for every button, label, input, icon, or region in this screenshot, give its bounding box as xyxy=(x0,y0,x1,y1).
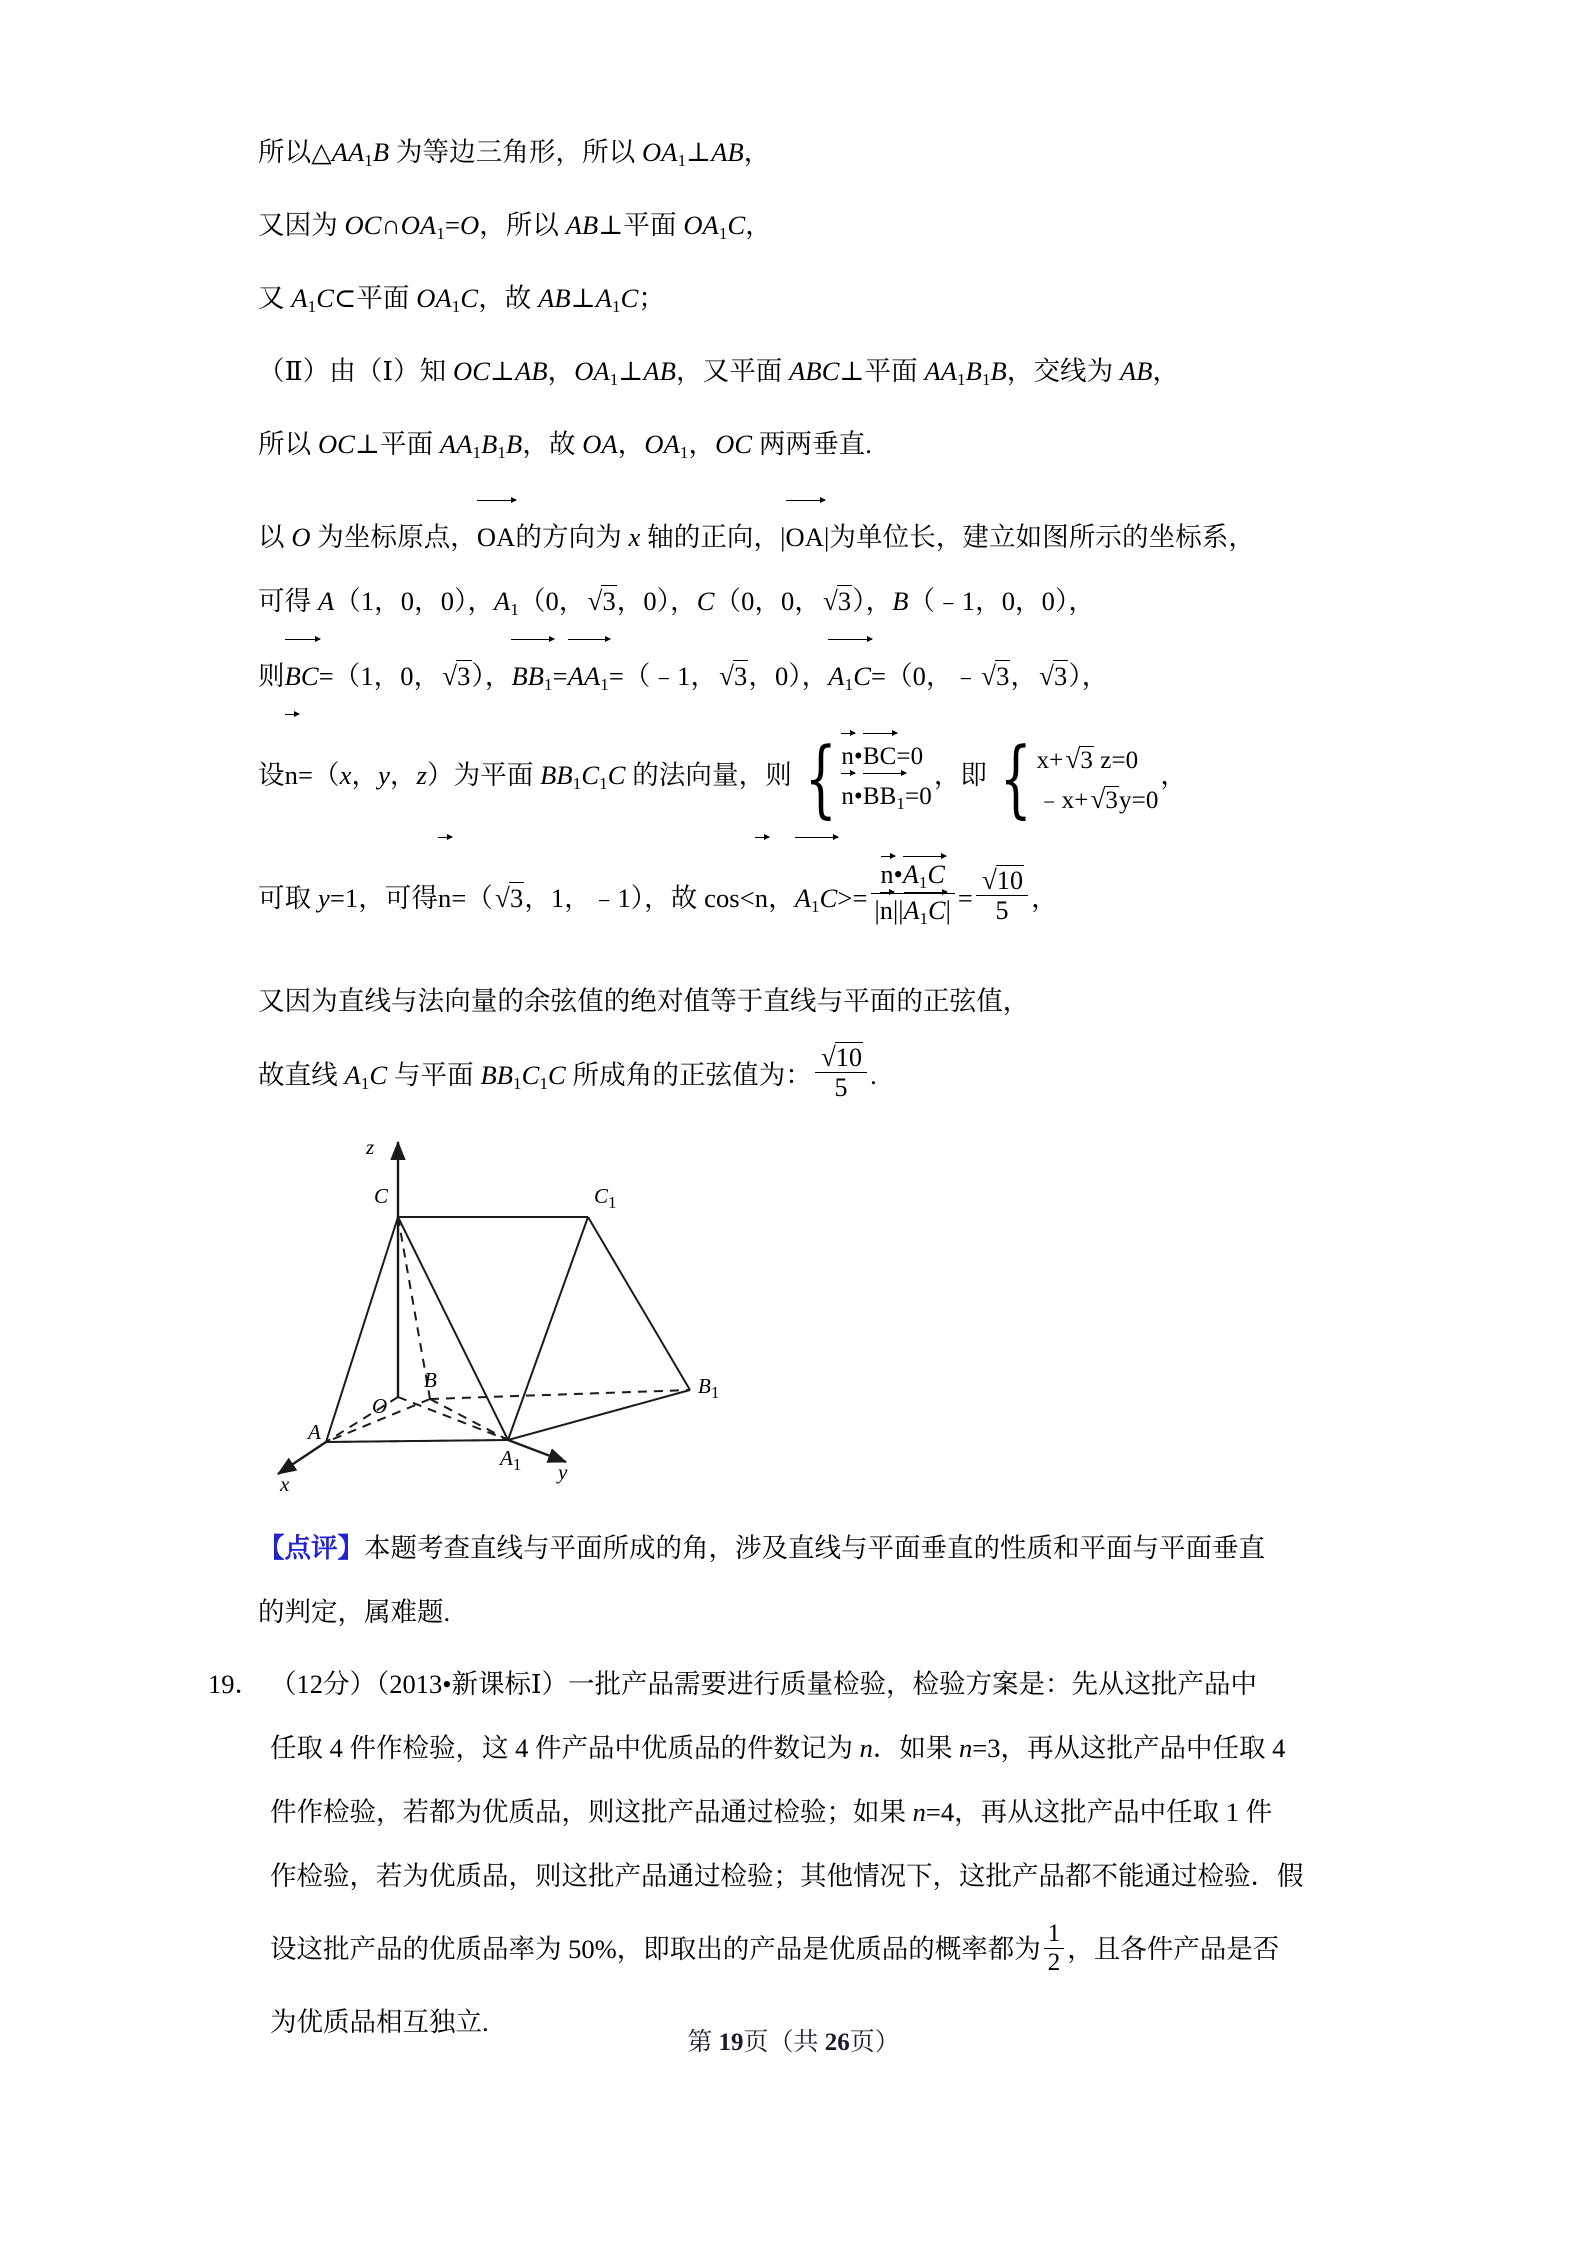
math-var: A xyxy=(317,586,335,616)
total-page-count: 26 xyxy=(824,2029,850,2056)
coordinate: （﹣1，0，0） xyxy=(908,586,1069,616)
coordinate: （1，0，0） xyxy=(334,586,468,616)
math-var: O xyxy=(459,210,480,240)
vector-A1C: A1C xyxy=(903,896,946,929)
vector-n: n xyxy=(755,840,768,954)
text: （Ⅱ）由（Ⅰ）知 xyxy=(258,356,454,386)
vector-n: n xyxy=(841,776,854,816)
math-var: B xyxy=(965,356,982,386)
math-var: AB xyxy=(643,356,676,386)
sqrt-3: √3 xyxy=(1065,743,1093,774)
subscript: 1 xyxy=(472,443,482,462)
perp-symbol: ⊥ xyxy=(598,210,624,240)
vector-OA: OA xyxy=(477,503,515,569)
solution-line-12: 故直线 A1C 与平面 BB1C1C 所成角的正弦值为： $\frac{√10}{5}$ . xyxy=(258,1041,877,1103)
vector-BB1: $BB_1$ xyxy=(863,776,905,823)
prism-coordinate-diagram xyxy=(258,1122,878,1522)
math-var: C xyxy=(316,283,335,313)
math-var: C xyxy=(696,586,715,616)
math-var: OA xyxy=(683,210,719,240)
cosine-fraction: $\frac{n•A1C}{|n||A1C|}$ xyxy=(871,859,955,928)
problem-line-4: 作检验，若为优质品，则这批产品通过检验；其他情况下，这批产品都不能通过检验．假 xyxy=(270,1861,1304,1891)
math-var: OA xyxy=(400,210,437,240)
sqrt-3: √3 xyxy=(823,586,852,616)
text: ，故 xyxy=(478,283,539,313)
text: 又因为 xyxy=(258,210,345,240)
solution-line-5 xyxy=(258,412,1368,485)
math-var: n xyxy=(912,1797,926,1827)
sqrt-10: √10 xyxy=(820,1041,863,1072)
math-var: OC xyxy=(344,210,382,240)
text: 轴的正向，| xyxy=(640,522,786,552)
edge-B1-A1 xyxy=(508,1390,690,1440)
math-var: OA xyxy=(574,356,610,386)
text: 的方向为 xyxy=(515,522,629,552)
math-var: B xyxy=(990,356,1007,386)
math-var: C xyxy=(607,760,626,790)
vector-n: n xyxy=(438,840,451,954)
edge-C1-B1 xyxy=(588,1217,690,1390)
text: 可取 xyxy=(258,883,318,913)
subscript: 1 xyxy=(677,151,687,170)
perp-symbol: ⊥ xyxy=(570,283,596,313)
edge-O-A xyxy=(326,1397,398,1442)
text: 所以△ xyxy=(258,137,332,167)
math-var: x xyxy=(339,760,352,790)
math-var: AA xyxy=(439,429,473,459)
math-var: O xyxy=(291,522,311,552)
perp-symbol: ⊥ xyxy=(354,429,380,459)
subscript: 1 xyxy=(307,297,317,316)
probability-fraction: $\frac{1}{2}$ xyxy=(1044,1921,1065,1977)
subscript: 1 xyxy=(679,443,689,462)
solution-line-2 xyxy=(258,193,1368,266)
math-var: AB xyxy=(538,283,571,313)
math-var: AA xyxy=(924,356,958,386)
problem-line-3: 件作检验，若都为优质品，则这批产品通过检验；如果 n=4，再从这批产品中任取 1 件 xyxy=(270,1797,1273,1827)
sqrt-10: √10 xyxy=(981,864,1024,895)
problem-line-2: 任取 4 件作检验，这 4 件产品中优质品的件数记为 n．如果 n=3，再从这批产品中任取 4 xyxy=(270,1733,1286,1763)
problem-line-5: 设这批产品的优质品率为 50%，即取出的产品是优质品的概率都为 $\frac{1}{2}$ ，且各件产品是否 xyxy=(270,1919,1280,1976)
subscript: 1 xyxy=(436,224,445,243)
intersect-symbol: ∩ xyxy=(381,210,401,240)
source-label: （2013•新课标Ⅰ） xyxy=(376,1669,568,1699)
text: 平面 xyxy=(864,356,925,386)
text: ， xyxy=(688,429,716,459)
text: ， xyxy=(743,137,771,167)
vector-n: n xyxy=(879,896,893,926)
text: 可得 xyxy=(258,586,318,616)
math-var: C xyxy=(548,1060,566,1090)
subset-symbol: ⊂ xyxy=(334,283,357,313)
coordinate: （0， xyxy=(518,586,586,616)
math-var: BB xyxy=(480,1060,514,1090)
text: 为等边三角形，所以 xyxy=(389,137,643,167)
vector-BB1: BB1 xyxy=(511,642,552,717)
edge-O-A1 xyxy=(398,1397,508,1440)
edge-C1-A1 xyxy=(508,1217,588,1440)
origin-label-O: O xyxy=(372,1394,388,1418)
problem-19 xyxy=(208,1652,1368,2054)
vertex-label-B1: $B_1$ xyxy=(698,1374,720,1402)
comment-tag: 【点评】 xyxy=(258,1533,364,1563)
math-var: AB xyxy=(565,210,599,240)
text: 为坐标原点， xyxy=(310,522,477,552)
subscript: 1 xyxy=(957,370,966,389)
text: ； xyxy=(638,283,666,313)
math-var: AB xyxy=(1119,356,1153,386)
problem-line-1: （12分）（2013•新课标Ⅰ）一批产品需要进行质量检验，检验方案是：先从这批产品中 xyxy=(270,1669,1257,1699)
perp-symbol: ⊥ xyxy=(490,356,516,386)
edge-C-A xyxy=(326,1217,398,1442)
math-var: C xyxy=(521,1060,540,1090)
vertex-label-B: B xyxy=(424,1368,437,1392)
vector-A1C: A1C xyxy=(828,642,871,717)
vector-BC: BC xyxy=(285,642,319,708)
problem-line-6: 为优质品相互独立. xyxy=(270,2007,489,2037)
z-axis-label: z xyxy=(366,1135,375,1159)
text: |为单位长，建立如图所示的坐标系， xyxy=(824,522,1256,552)
math-var: B xyxy=(481,429,498,459)
math-var: A xyxy=(494,586,511,616)
left-brace: { xyxy=(999,728,1032,827)
solution-line-6 xyxy=(258,503,1368,569)
perp-symbol: ⊥ xyxy=(839,356,865,386)
math-var: n xyxy=(859,1733,873,1763)
math-var: OC xyxy=(317,429,355,459)
text: ，所以 xyxy=(479,210,566,240)
solution-line-3 xyxy=(258,266,1368,339)
math-var: B xyxy=(892,586,909,616)
edge-B-B1 xyxy=(430,1390,690,1399)
vertex-label-A1: $A_1$ xyxy=(500,1446,522,1474)
comment-line-1 xyxy=(258,1516,1378,1580)
math-var: A xyxy=(595,283,613,313)
sqrt-3: √3 xyxy=(1090,783,1119,814)
page-footer: 第 19页（共 26页） xyxy=(687,2029,900,2056)
text: 以 xyxy=(258,522,292,552)
math-var: y xyxy=(317,883,330,913)
sqrt-3: √3 xyxy=(587,586,616,616)
solution-body xyxy=(258,120,1368,1126)
text: 两两垂直. xyxy=(752,429,873,459)
vector-BC: BC xyxy=(863,736,897,776)
math-var: OC xyxy=(715,429,753,459)
text: 故直线 xyxy=(258,1060,345,1090)
comment-text: 本题考查直线与平面所成的角，涉及直线与平面垂直的性质和平面与平面垂直 xyxy=(364,1533,1265,1563)
result-fraction: $\frac{√10}{5}$ xyxy=(976,866,1028,925)
math-var: OC xyxy=(453,356,491,386)
current-page-number: 19 xyxy=(718,2029,744,2056)
math-var: z xyxy=(416,760,428,790)
subscript: 1 xyxy=(718,224,728,243)
math-var: A xyxy=(291,283,308,313)
sqrt-3: √3 xyxy=(719,661,748,691)
subscript: 1 xyxy=(981,370,991,389)
problem-body xyxy=(270,1652,1368,2054)
math-var: BB xyxy=(540,760,573,790)
text: ， xyxy=(745,210,772,240)
vertex-label-C1: $C_1$ xyxy=(594,1184,617,1212)
subscript: 1 xyxy=(497,443,507,462)
equation-system-2: { x+√3 z=0 ﹣x+√3y=0 xyxy=(999,728,1159,827)
vector-A1C: A1C xyxy=(795,840,838,963)
vector-OA-magnitude: OA xyxy=(786,503,824,569)
math-var: C xyxy=(460,283,479,313)
edge-C-A1 xyxy=(398,1217,508,1440)
comment-block xyxy=(258,1516,1378,1644)
math-var: OA xyxy=(642,137,678,167)
perp-symbol: ⊥ xyxy=(686,137,712,167)
answer-fraction: $\frac{√10}{5}$ xyxy=(815,1043,867,1102)
x-axis-label: x xyxy=(280,1472,290,1496)
edge-B-A1 xyxy=(430,1399,508,1440)
math-var: ABC xyxy=(789,356,840,386)
x-axis-line xyxy=(278,1442,326,1474)
text: 则 xyxy=(258,661,285,691)
sqrt-3: √3 xyxy=(495,883,524,913)
perp-symbol: ⊥ xyxy=(618,356,644,386)
vector-n: n xyxy=(880,860,894,890)
text: 又 xyxy=(258,283,292,313)
problem-number: 19． xyxy=(208,1669,261,1699)
math-var: C xyxy=(727,210,746,240)
subscript: 1 xyxy=(451,297,461,316)
subscript: 1 xyxy=(364,151,373,170)
vector-n: n xyxy=(285,717,298,831)
solution-line-11: 又因为直线与法向量的余弦值的绝对值等于直线与平面的正弦值， xyxy=(258,986,1030,1016)
solution-line-10: 可取 y=1，可得n=（√3，1，﹣1），故 cos<n，A1C>= $\frac{n•A1C}{|n||A1C|}$ = $\frac{√10}{5}$ ， xyxy=(258,840,1368,963)
text: 平面 xyxy=(623,210,684,240)
sqrt-3: √3 xyxy=(1039,661,1068,691)
solution-line-8: 则BC=（1，0，√3），BB1=AA1=（﹣1，√3，0），A1C=（0，﹣√3，√3）， xyxy=(258,642,1368,717)
sqrt-3: √3 xyxy=(981,661,1010,691)
solution-line-1 xyxy=(258,120,1368,193)
diagram-svg xyxy=(258,1122,878,1522)
math-var: OA xyxy=(582,429,618,459)
math-var: AA xyxy=(331,137,365,167)
solution-line-7: 可得 A（1，0，0），A1（0，√3，0），C（0，0，√3），B（﹣1，0，0）， xyxy=(258,569,1368,642)
math-var: B xyxy=(506,429,523,459)
text: ，又平面 xyxy=(676,356,790,386)
subscript: 1 xyxy=(609,370,619,389)
text: ， xyxy=(617,429,645,459)
math-var: OA xyxy=(644,429,680,459)
math-var: OA xyxy=(416,283,452,313)
subscript: 1 xyxy=(510,600,519,619)
coordinate: （0，0， xyxy=(714,586,821,616)
vertex-label-C: C xyxy=(374,1184,389,1208)
text: ， xyxy=(1152,356,1180,386)
math-var: C xyxy=(620,283,639,313)
score-label: （12分） xyxy=(270,1669,376,1699)
y-axis-label: y xyxy=(558,1460,568,1484)
left-brace: { xyxy=(804,728,837,827)
equals: = xyxy=(444,210,460,240)
text: ， xyxy=(547,356,575,386)
math-var: AB xyxy=(515,356,548,386)
subscript: 1 xyxy=(612,297,621,316)
text: 设 xyxy=(258,760,285,790)
math-var: x xyxy=(628,522,641,552)
math-var: y xyxy=(378,760,390,790)
math-var: n xyxy=(959,1733,973,1763)
math-var: A xyxy=(344,1060,361,1090)
text: ，交线为 xyxy=(1006,356,1120,386)
text: ，故 xyxy=(522,429,583,459)
edge-A-A1 xyxy=(326,1440,508,1442)
math-var: C xyxy=(369,1060,388,1090)
vector-AA1: AA1 xyxy=(568,642,609,717)
text: 所以 xyxy=(258,429,318,459)
vector-A1C: A1C xyxy=(902,860,945,893)
text: 平面 xyxy=(356,283,417,313)
math-var: AB xyxy=(711,137,744,167)
sqrt-3: √3 xyxy=(442,661,471,691)
comment-line-2: 的判定，属难题. xyxy=(258,1597,451,1627)
equation-system-1: { n•BC=0 $n•BB_1=0$ xyxy=(804,728,932,827)
text: 平面 xyxy=(379,429,440,459)
solution-line-4 xyxy=(258,339,1368,412)
solution-line-9: 设n=（x，y，z）为平面 BB1C1C 的法向量，则 { n•BC=0 $n•BB_1=0$ ，即 { x+√3 z=0 ﹣x+√3y=0 ， xyxy=(258,717,1368,840)
math-var: B xyxy=(372,137,390,167)
vertex-label-A: A xyxy=(308,1420,321,1444)
math-var: C xyxy=(581,760,600,790)
vector-n: n xyxy=(841,736,854,776)
